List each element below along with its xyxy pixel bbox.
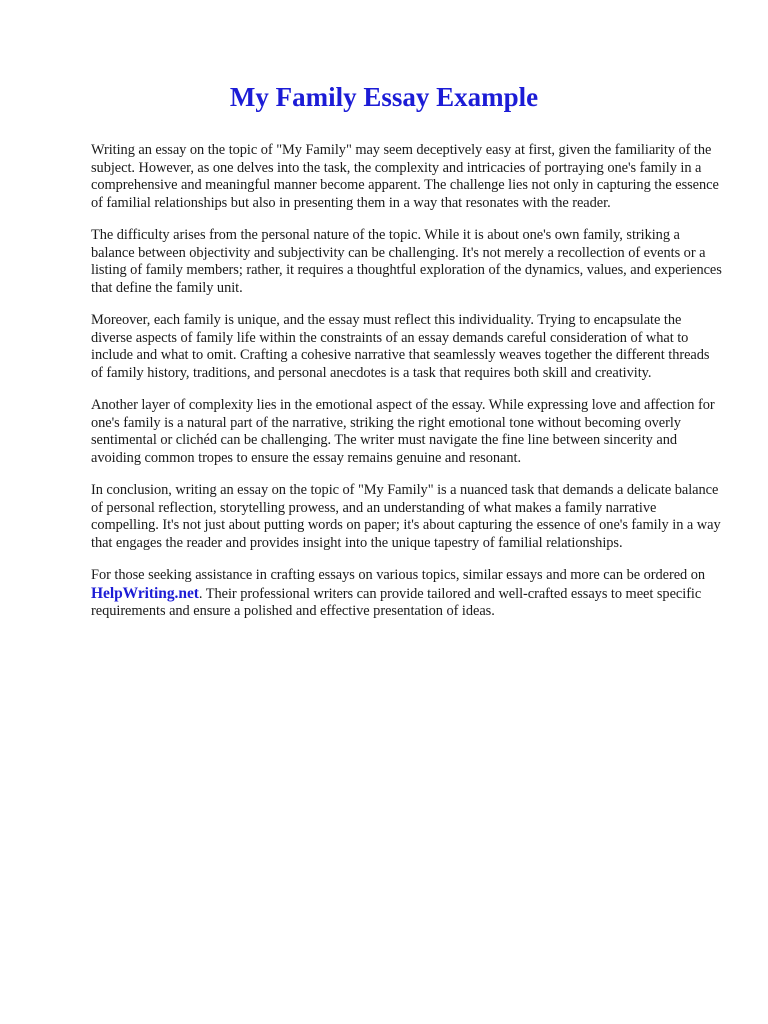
paragraph-conclusion: In conclusion, writing an essay on the topic of "My Family" is a nuanced task that demands a delicate balance of personal reflection, storytelling prowess, and an understanding of what makes a family narrative compelling. It's not just about putting words on paper; it's about capturing the essence of one's family in a way that engages the reader and provides insight into the unique tapestry of familial relationships. xyxy=(91,482,721,551)
paragraph-emotion: Another layer of complexity lies in the emotional aspect of the essay. While expressing love and affection for one's family is a natural part of the narrative, striking the right emotional tone without becoming overly sentimental or clichéd can be challenging. The writer must navigate the fine line between sincerity and avoiding common tropes to ensure the essay remains genuine and resonant. xyxy=(91,397,715,466)
helpwriting-link[interactable]: HelpWriting.net xyxy=(91,584,199,602)
paragraph-intro: Writing an essay on the topic of "My Family" may seem deceptively easy at first, given the familiarity of the subject. However, as one delves into the task, the complexity and intricacies of portraying one's family in a comprehensive and meaningful manner become apparent. The challenge lies not only in capturing the essence of familial relationships but also in presenting them in a way that resonates with the reader. xyxy=(91,142,719,211)
closing-text-after-link: . Their professional writers can provide tailored and well-crafted essays to meet specific requirements and ensure a polished and effective presentation of ideas. xyxy=(91,585,702,619)
paragraph-difficulty: The difficulty arises from the personal nature of the topic. While it is about one's own family, striking a balance between objectivity and subjectivity can be challenging. It's not merely a recollection of events or a listing of family members; rather, it requires a thoughtful exploration of the dynamics, values, and experiences that define the family unit. xyxy=(91,227,722,296)
closing-text-before-link: For those seeking assistance in crafting essays on various topics, similar essays and more can be ordered on xyxy=(91,567,706,583)
paragraph-uniqueness: Moreover, each family is unique, and the essay must reflect this individuality. Trying to encapsulate the diverse aspects of family life within the constraints of an essay demands careful consideration of what to include and what to omit. Crafting a cohesive narrative that seamlessly weaves together the different threads of family history, traditions, and personal anecdotes is a task that requires both skill and creativity. xyxy=(91,312,710,381)
paragraph-closing xyxy=(91,567,724,621)
page-title: My Family Essay Example xyxy=(229,82,539,112)
